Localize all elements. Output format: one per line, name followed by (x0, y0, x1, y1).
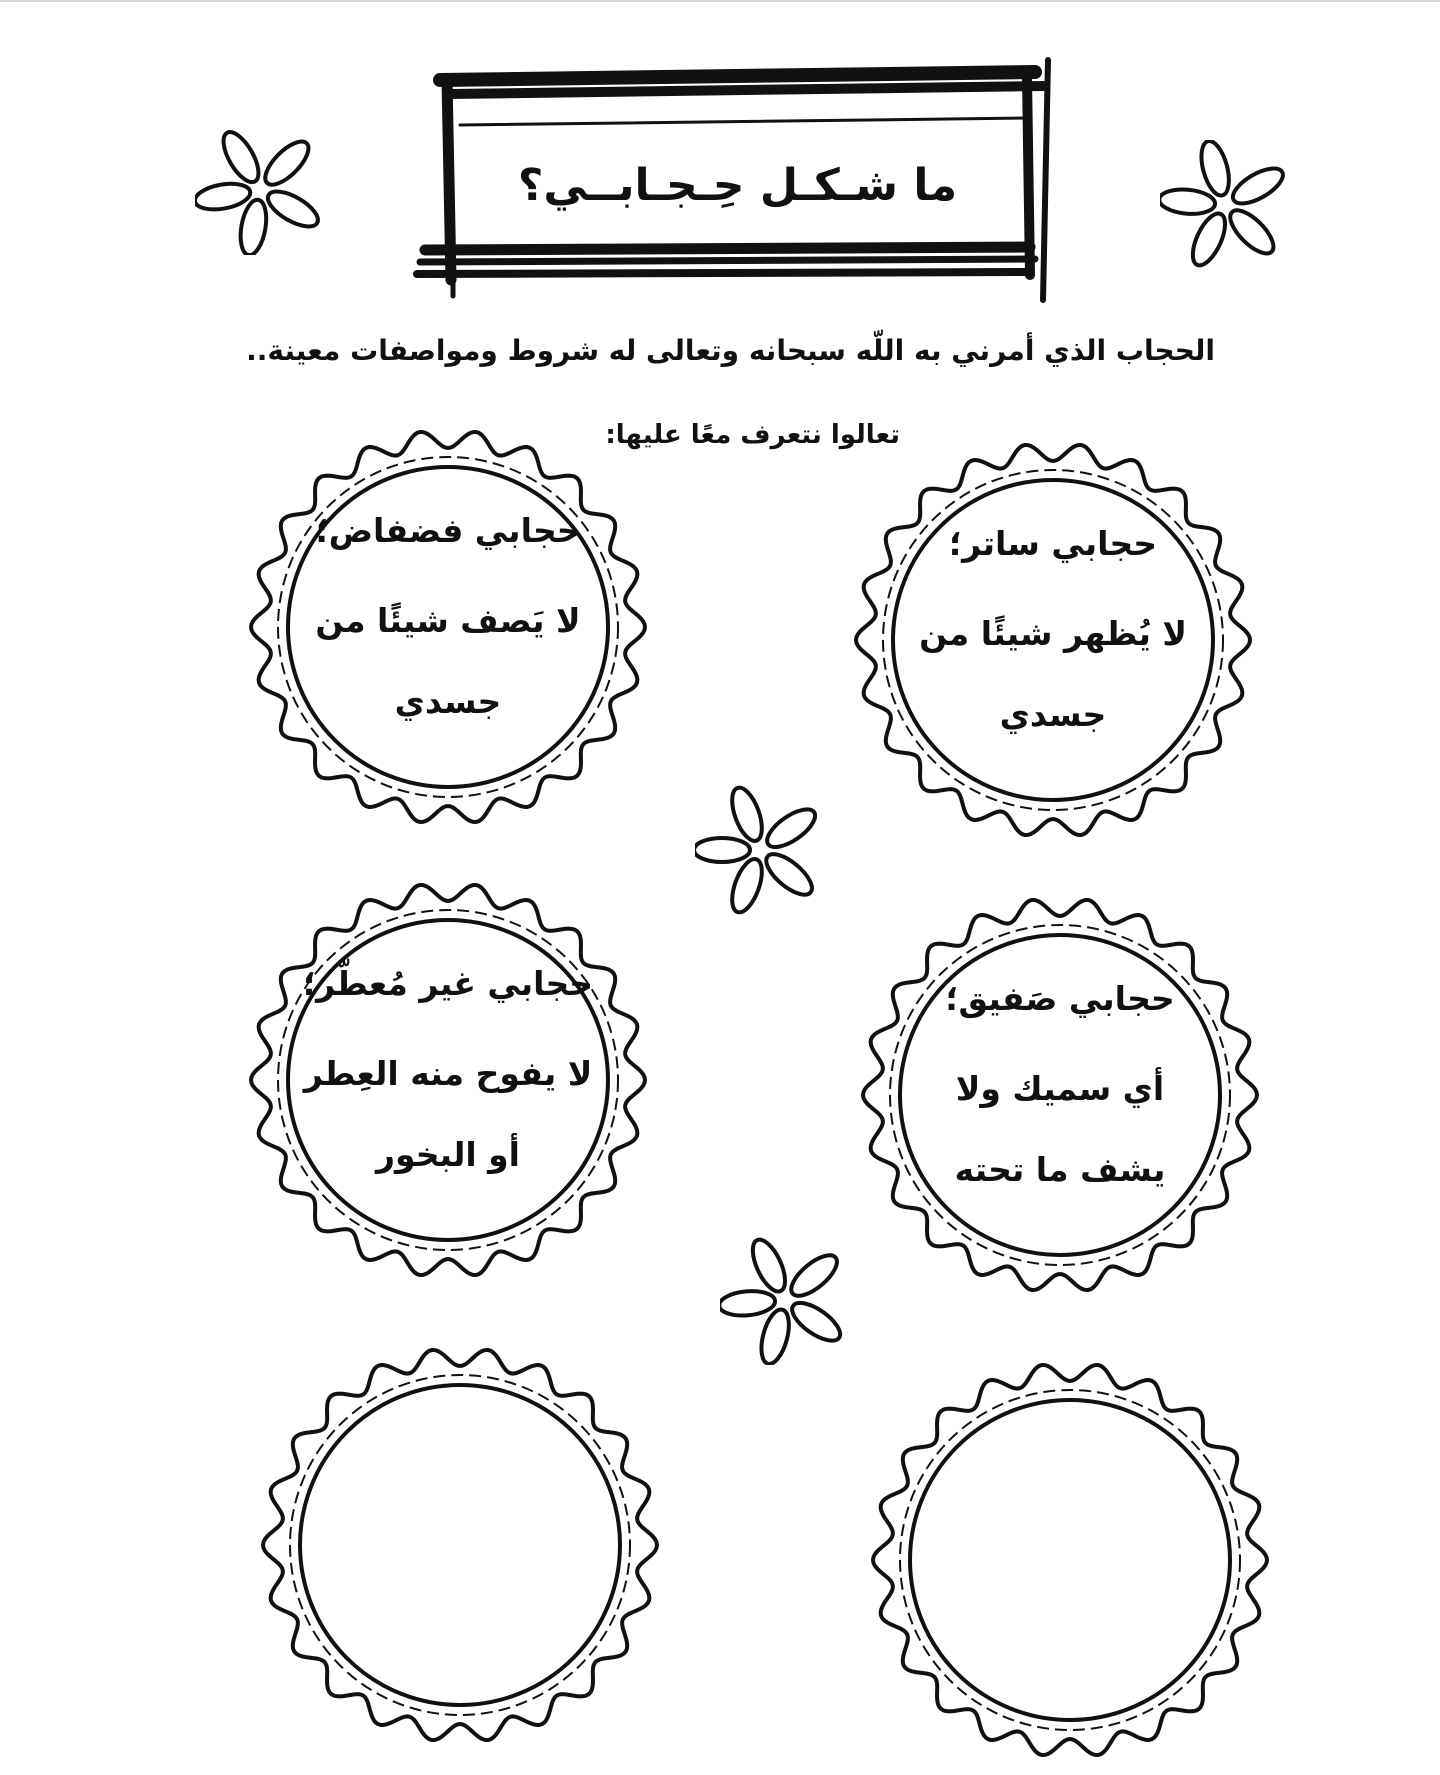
badge-thick (845, 880, 1275, 1310)
badge-body: لا يَصف شيئًا من جسدي (315, 600, 581, 721)
badge-partial (245, 1330, 675, 1760)
badge-covering (838, 425, 1268, 855)
scalloped-badge-frame (245, 1330, 675, 1760)
badge-body: لا يُظهر شيئًا من جسدي (919, 613, 1187, 734)
scalloped-badge-frame (855, 1345, 1285, 1775)
top-border (0, 0, 1440, 2)
intro-subtext: تعالوا نتعرف معًا عليها: (605, 420, 900, 450)
badge-loose (233, 412, 663, 842)
dashed-ring (900, 1390, 1240, 1730)
badge-title: حجابي صَفيق؛ (945, 979, 1175, 1019)
badge-unscented (233, 865, 663, 1295)
badge-title: حجابي فضفاض؛ (315, 511, 581, 551)
badge-title: حجابي غير مُعطّر؛ (302, 964, 594, 1004)
badge-body: لا يفوح منه العِطر أو البخور (303, 1053, 593, 1174)
intro-text: الحجاب الذي أمرني به اللّه سبحانه وتعالى له شروط ومواصفات معينة.. (246, 334, 1215, 367)
badge-title: حجابي ساتر؛ (948, 524, 1158, 564)
badge-partial (855, 1345, 1285, 1775)
inner-ring (910, 1400, 1230, 1720)
flower-icon (1160, 140, 1290, 270)
scalloped-edge (263, 1350, 657, 1740)
flower-icon (695, 785, 825, 915)
badge-body: أي سميك ولا يشف ما تحته (954, 1068, 1166, 1189)
title-frame (405, 50, 1070, 310)
dashed-ring (290, 1375, 630, 1715)
flower-icon (720, 1235, 850, 1365)
flower-icon (195, 125, 325, 255)
scalloped-edge (873, 1365, 1267, 1755)
inner-ring (300, 1385, 620, 1705)
page-title: ما شـكـل حِـجـابــي؟ (517, 159, 958, 211)
